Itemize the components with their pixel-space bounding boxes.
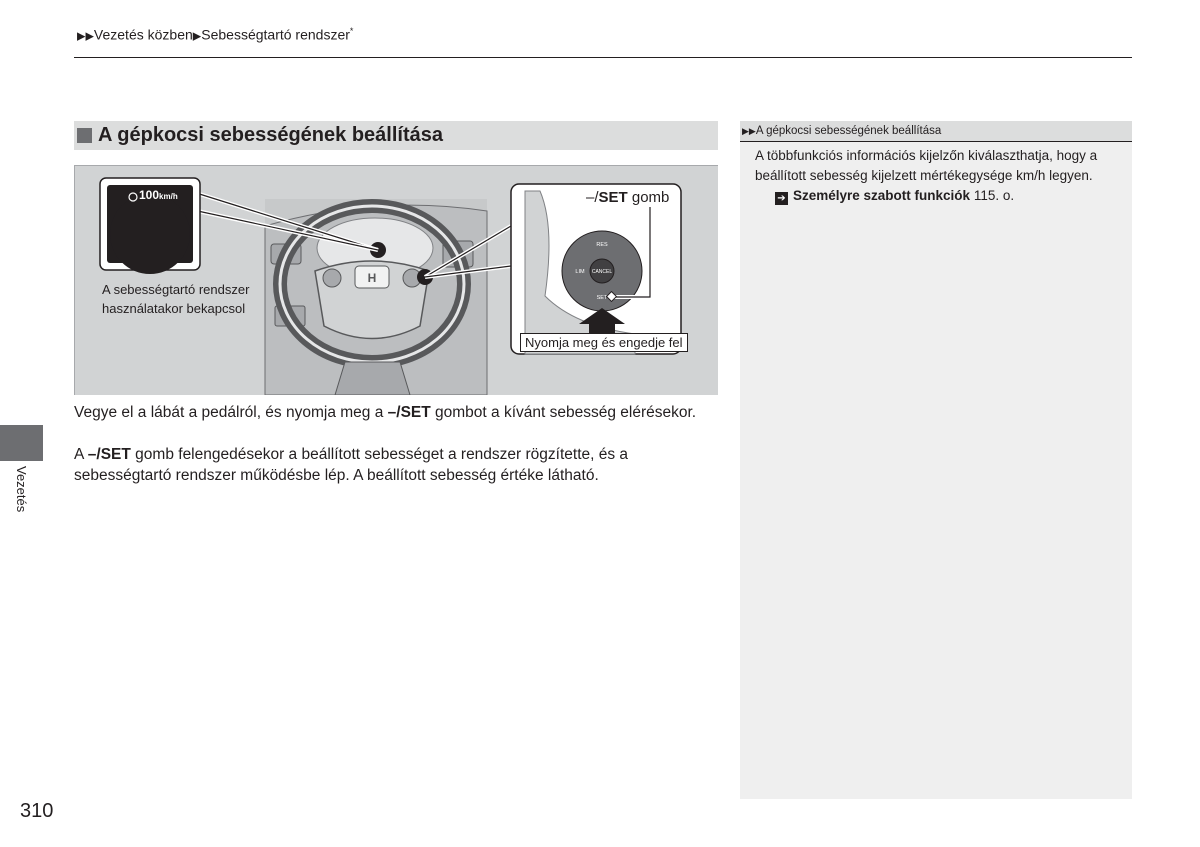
switch-lim-text: LIM <box>575 269 585 275</box>
switch-res-text: RES <box>596 242 608 248</box>
reference-title[interactable]: Személyre szabott funkciók <box>793 188 971 203</box>
reference-page: 115. o. <box>970 188 1015 203</box>
label-press-release: Nyomja meg és engedje fel <box>520 333 688 352</box>
speed-readout <box>139 188 178 202</box>
steering-column <box>335 362 410 395</box>
speed-value: 100 <box>139 188 160 202</box>
switch-set-text: SET <box>596 295 608 301</box>
set-button-ref: –/SET <box>387 404 431 421</box>
note-arrow-icon: ▶▶ <box>742 126 756 136</box>
instruction-paragraph-2: A –/SET gomb felengedésekor a beállított sebességet a rendszer rögzítette, és a sebességtartó rendszer működésbe lép. A beállított sebesség értéke látható. <box>74 446 629 484</box>
side-note-panel <box>740 121 1132 799</box>
speed-unit: km/h <box>159 192 178 201</box>
breadcrumb-arrow-icon: ▶▶ <box>77 30 94 43</box>
breadcrumb-level2: Sebességtartó rendszer <box>201 26 350 43</box>
header-rule <box>74 57 1132 58</box>
side-note-heading <box>740 121 1132 142</box>
side-note-reference[interactable] <box>775 186 1014 206</box>
display-gauge <box>110 194 190 274</box>
breadcrumb-arrow-icon: ▶ <box>192 30 202 43</box>
chapter-tab <box>0 425 43 461</box>
label-set-bold: SET <box>598 189 628 206</box>
side-note-title: A gépkocsi sebességének beállítása <box>755 125 942 137</box>
steering-wheel-figure <box>74 165 718 395</box>
side-note-text: A többfunkciós információs kijelzőn kiválaszthatja, hogy a beállított sebesség kijelzett mértékegysége km/h legyen. <box>755 148 1098 183</box>
section-title: A gépkocsi sebességének beállítása <box>98 124 443 146</box>
chapter-tab-label: Vezetés <box>14 466 29 513</box>
breadcrumb <box>77 26 353 43</box>
label-switch-on: A sebességtartó rendszer használatakor bekapcsol <box>102 282 250 316</box>
section-heading <box>74 121 718 150</box>
svg-text:H: H <box>367 271 377 285</box>
switch-cancel-text: CANCEL <box>591 269 613 275</box>
label-set-button: –/SET gomb <box>583 189 672 207</box>
section-square-icon <box>77 128 92 143</box>
page-number: 310 <box>20 800 54 822</box>
left-spoke-controls <box>323 269 341 287</box>
set-button-ref: –/SET <box>87 446 131 463</box>
breadcrumb-level1: Vezetés közben <box>93 26 193 43</box>
instruction-paragraph-1: Vegye el a lábát a pedálról, és nyomja meg a –/SET gombot a kívánt sebesség elérésekor. <box>74 404 697 421</box>
breadcrumb-marker: * <box>349 26 354 36</box>
reference-arrow-icon: ➔ <box>775 192 788 205</box>
